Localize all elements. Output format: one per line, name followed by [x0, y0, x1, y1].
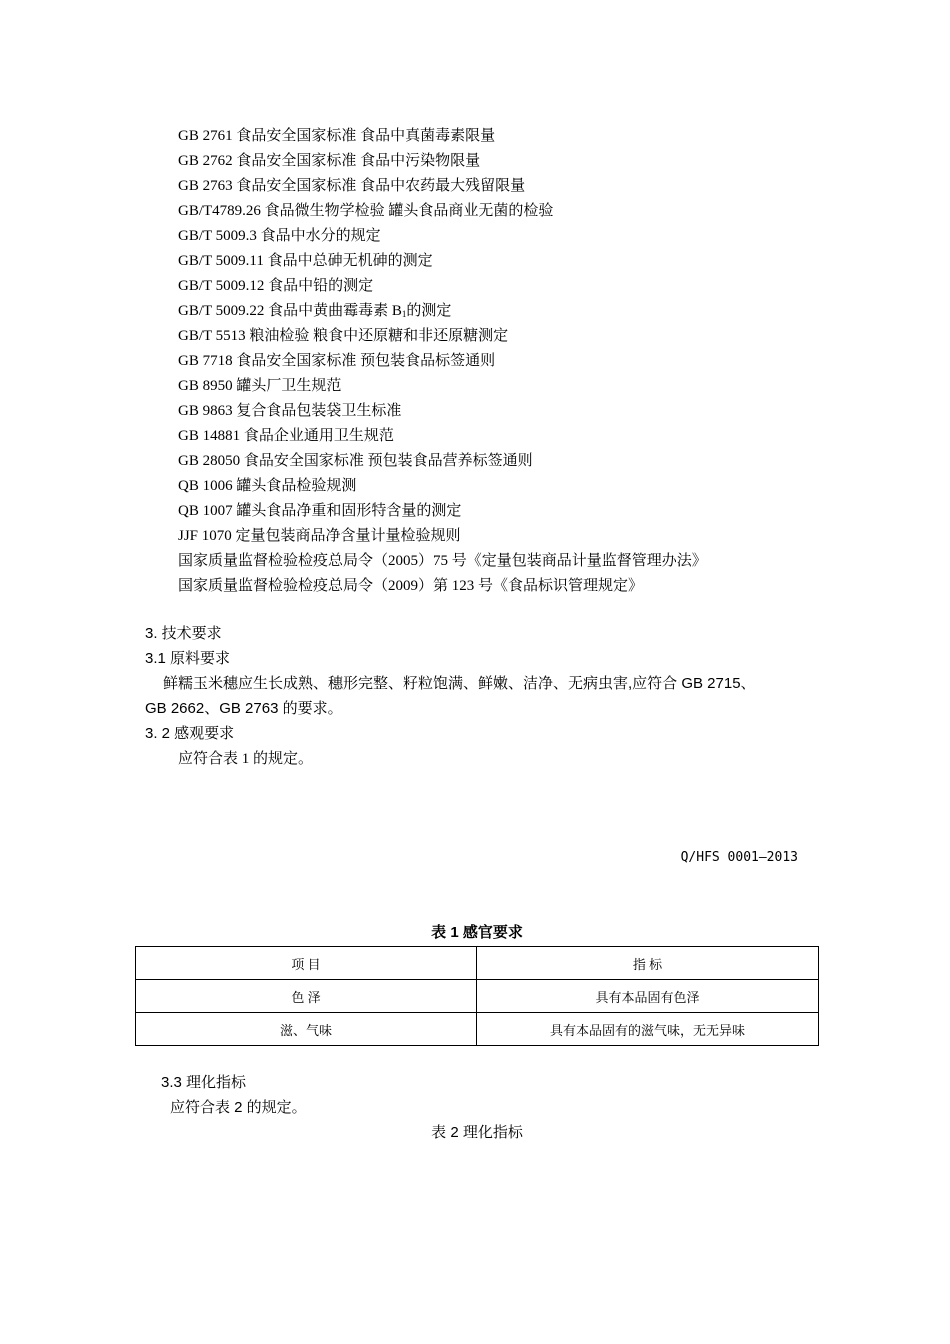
reference-text: GB/T 5009.22 食品中黄曲霉毒素 B: [178, 303, 402, 319]
reference-item: GB 8950 罐头厂卫生规范: [178, 378, 342, 394]
table-1-caption: 表 1 感官要求: [431, 924, 523, 941]
table-cell-item: 色 泽: [136, 980, 477, 1013]
table-2-caption: 表 2 理化指标: [431, 1124, 523, 1141]
section-3-3-heading: 3.3 理化指标: [161, 1074, 247, 1091]
reference-item: GB 9863 复合食品包装袋卫生标准: [178, 403, 402, 419]
standard-number-header: Q/HFS 0001—2013: [680, 850, 798, 865]
table-1-sensory-requirements: [135, 946, 819, 1046]
reference-item: GB 28050 食品安全国家标准 预包装食品营养标签通则: [178, 453, 533, 469]
column-header-index: 指 标: [477, 947, 819, 980]
reference-item: QB 1006 罐头食品检验规测: [178, 478, 357, 494]
table-cell-value: 具有本品固有色泽: [477, 980, 819, 1013]
table-header-row: [136, 947, 819, 980]
reference-item: 国家质量监督检验检疫总局令（2005）75 号《定量包装商品计量监督管理办法》: [178, 553, 707, 569]
reference-item: JJF 1070 定量包装商品净含量计量检验规则: [178, 528, 461, 544]
reference-item: GB 7718 食品安全国家标准 预包装食品标签通则: [178, 353, 496, 369]
reference-item: QB 1007 罐头食品净重和固形特含量的测定: [178, 503, 462, 519]
normative-references-list: [178, 124, 707, 599]
reference-item: GB/T 5009.12 食品中铅的测定: [178, 278, 374, 294]
reference-item: GB 14881 食品企业通用卫生规范: [178, 428, 394, 444]
table-row: [136, 980, 819, 1013]
reference-subscript: 1: [401, 309, 407, 319]
table-cell-item: 滋、气味: [136, 1013, 477, 1046]
reference-item: GB 2762 食品安全国家标准 食品中污染物限量: [178, 153, 481, 169]
section-3-2-body: 应符合表 1 的规定。: [178, 751, 314, 767]
table-row: [136, 1013, 819, 1046]
section-3-1-heading: 3.1 原料要求: [145, 650, 231, 667]
section-3-heading: 3. 技术要求: [145, 625, 222, 642]
section-3-1-body-line-1: 鲜糯玉米穗应生长成熟、穗形完整、籽粒饱满、鲜嫩、洁净、无病虫害,应符合 GB 2715、: [163, 675, 756, 692]
reference-item: GB 2761 食品安全国家标准 食品中真菌毒素限量: [178, 128, 496, 144]
reference-item: GB/T 5009.3 食品中水分的规定: [178, 228, 381, 244]
reference-item: GB 2763 食品安全国家标准 食品中农药最大残留限量: [178, 178, 526, 194]
reference-item: GB/T4789.26 食品微生物学检验 罐头食品商业无菌的检验: [178, 203, 554, 219]
reference-item: 国家质量监督检验检疫总局令（2009）第 123 号《食品标识管理规定》: [178, 578, 644, 594]
reference-suffix: 的测定: [406, 303, 452, 319]
table-cell-value: 具有本品固有的滋气味，无无异味: [477, 1013, 819, 1046]
section-3-2-heading: 3. 2 感观要求: [145, 725, 235, 742]
section-3-3-body: 应符合表 2 的规定。: [170, 1099, 307, 1116]
reference-item: [178, 299, 707, 324]
reference-item: GB/T 5513 粮油检验 粮食中还原糖和非还原糖测定: [178, 328, 509, 344]
reference-item: GB/T 5009.11 食品中总砷无机砷的测定: [178, 253, 433, 269]
section-3-1-body-line-2: GB 2662、GB 2763 的要求。: [145, 700, 343, 717]
column-header-item: 项 目: [136, 947, 477, 980]
